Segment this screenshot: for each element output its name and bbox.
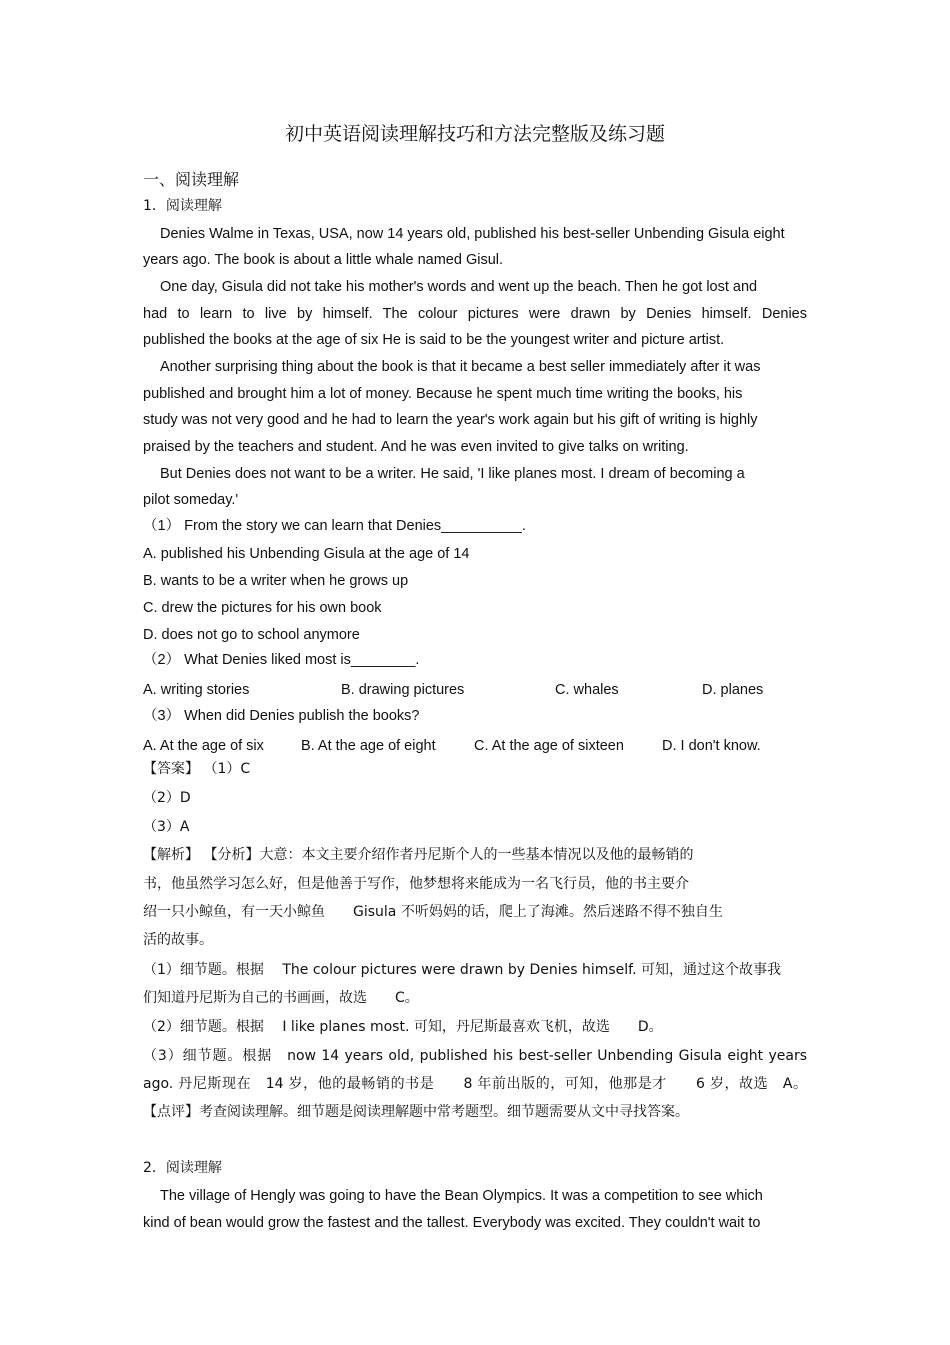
answer-line: 【答案】 （1）C [143, 761, 251, 777]
analysis-line: 们知道丹尼斯为自己的书画画，故选 C。 [143, 990, 419, 1006]
page-title: 初中英语阅读理解技巧和方法完整版及练习题 [284, 123, 665, 145]
option-a: A. writing stories [143, 682, 250, 698]
option-c: C. whales [555, 682, 619, 698]
analysis-line: 【解析】 【分析】大意：本文主要介绍作者丹尼斯个人的一些基本情况以及他的最畅销的 [143, 847, 694, 863]
analysis-line: 活的故事。 [143, 932, 213, 948]
analysis-line: （2）细节题。根据 I like planes most. 可知，丹尼斯最喜欢飞机，故选 D。 [143, 1019, 663, 1035]
sub-question-2: （2） What Denies liked most is________. [143, 652, 420, 668]
section-heading: 一、阅读理解 [143, 170, 240, 189]
analysis-line: 绍一只小鲸鱼，有一天小鲸鱼 Gisula 不听妈妈的话，爬上了海滩。然后迷路不得不独自生 [143, 904, 723, 920]
analysis-line: 书，他虽然学习怎么好，但是他善于写作，他梦想将来能成为一名飞行员，他的书主要介 [143, 876, 689, 892]
option-c: C. At the age of sixteen [474, 738, 624, 754]
comment-line: 【点评】考查阅读理解。细节题是阅读理解题中常考题型。细节题需要从文中寻找答案。 [143, 1104, 689, 1120]
option-a: A. At the age of six [143, 738, 264, 754]
passage-2-line: The village of Hengly was going to have the Bean Olympics. It was a competition to see which [160, 1188, 763, 1204]
sub-question-3: （3） When did Denies publish the books? [143, 708, 420, 724]
analysis-line: （3）细节题。根据 now 14 years old, published his best-seller Unbending Gisula eight years [143, 1048, 807, 1064]
passage-2-line: kind of bean would grow the fastest and the tallest. Everybody was excited. They couldn't wait to [143, 1215, 761, 1231]
passage-1-line: years ago. The book is about a little whale named Gisul. [143, 252, 504, 268]
option-c: C. drew the pictures for his own book [143, 600, 382, 616]
passage-1-line: But Denies does not want to be a writer. He said, 'I like planes most. I dream of becoming a [160, 466, 745, 482]
passage-1-line: Another surprising thing about the book is that it became a best seller immediately after it was [160, 359, 761, 375]
passage-1-line: study was not very good and he had to learn the year's work again but his gift of writing is highly [143, 412, 758, 428]
option-d: D. does not go to school anymore [143, 627, 360, 643]
passage-1-line: had to learn to live by himself. The colour pictures were drawn by Denies himself. Denies [143, 306, 807, 322]
answer-line: （3）A [143, 819, 190, 835]
option-b: B. wants to be a writer when he grows up [143, 573, 409, 589]
passage-1-line: praised by the teachers and student. And he was even invited to give talks on writing. [143, 439, 689, 455]
passage-1-line: One day, Gisula did not take his mother's words and went up the beach. Then he got lost and [160, 279, 758, 295]
sub-question-1: （1） From the story we can learn that Denies__________. [143, 518, 526, 534]
option-d: D. planes [702, 682, 764, 698]
passage-1-line: Denies Walme in Texas, USA, now 14 years old, published his best-seller Unbending Gisula eight [160, 226, 785, 242]
passage-1-line: published the books at the age of six He is said to be the youngest writer and picture artist. [143, 332, 725, 348]
option-b: B. drawing pictures [341, 682, 465, 698]
option-b: B. At the age of eight [301, 738, 436, 754]
question-2-heading: 2．阅读理解 [143, 1160, 222, 1176]
option-a: A. published his Unbending Gisula at the age of 14 [143, 546, 470, 562]
analysis-line: ago. 丹尼斯现在 14 岁，他的最畅销的书是 8 年前出版的，可知，他那是才 6 岁，故选 A。 [143, 1076, 807, 1092]
answer-line: （2）D [143, 790, 191, 806]
option-d: D. I don't know. [662, 738, 761, 754]
passage-1-line: pilot someday.' [143, 492, 239, 508]
passage-1-line: published and brought him a lot of money. Because he spent much time writing the books, his [143, 386, 743, 402]
analysis-line: （1）细节题。根据 The colour pictures were drawn by Denies himself. 可知，通过这个故事我 [143, 962, 781, 978]
question-1-heading: 1．阅读理解 [143, 198, 222, 214]
